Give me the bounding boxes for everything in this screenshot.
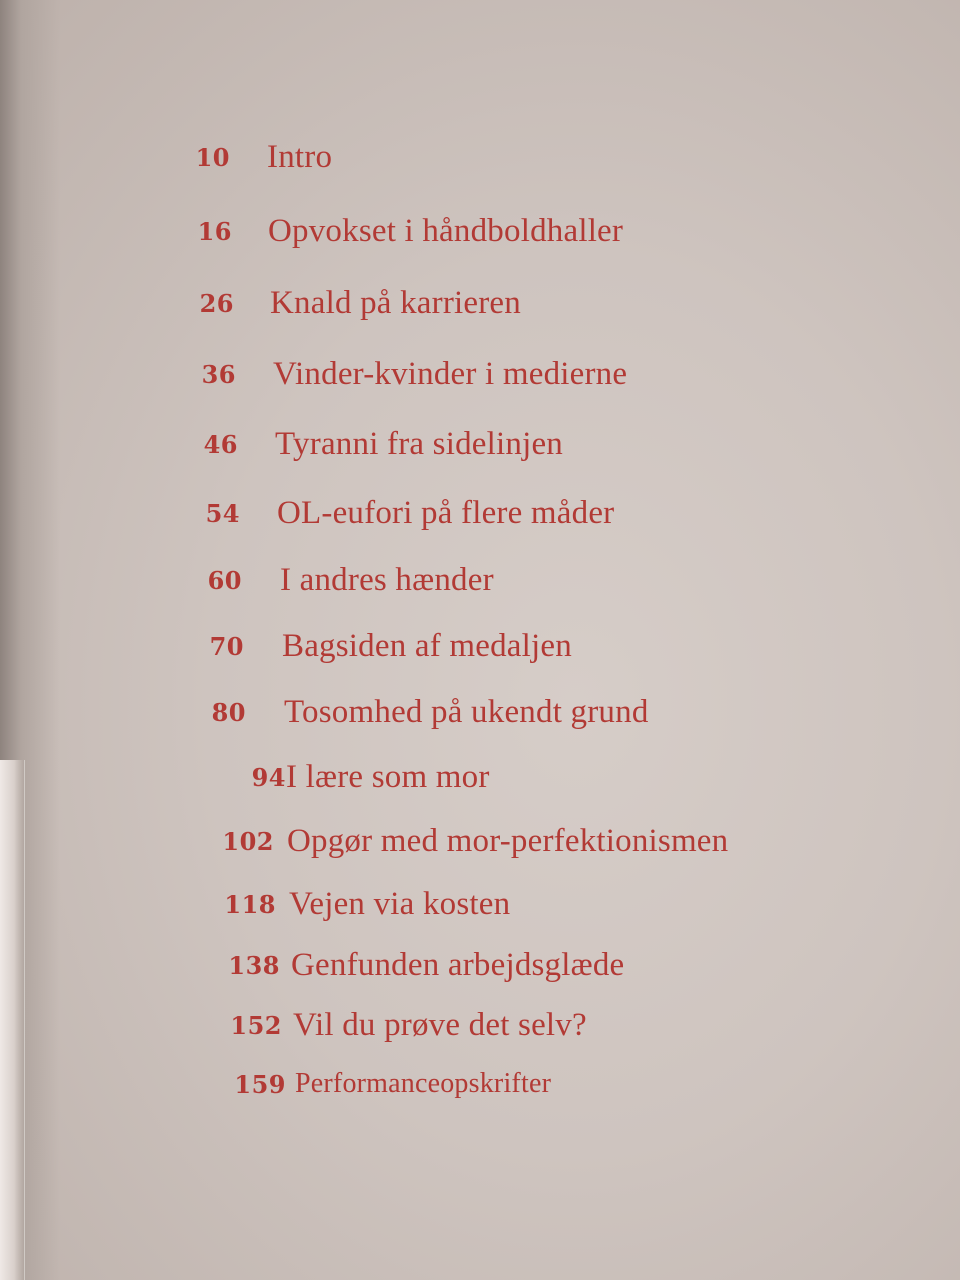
- toc-page-number: 152: [230, 1011, 282, 1040]
- toc-chapter-title: Vil du prøve det selv?: [293, 1007, 587, 1043]
- toc-chapter-title: Genfunden arbejdsglæde: [291, 947, 625, 983]
- toc-page-number: 26: [199, 289, 234, 318]
- toc-chapter-title: Opvokset i håndboldhaller: [268, 213, 624, 249]
- toc-chapter-title: Performanceopskrifter: [295, 1068, 552, 1099]
- toc-chapter-title: Intro: [267, 139, 333, 175]
- toc-page-number: 70: [209, 632, 244, 661]
- toc-page-number: 36: [201, 360, 236, 389]
- toc-page-number: 60: [207, 566, 242, 595]
- toc-chapter-title: Bagsiden af medaljen: [282, 628, 572, 664]
- toc-chapter-title: OL-eufori på flere måder: [277, 495, 615, 531]
- toc-page-number: 16: [197, 217, 232, 246]
- toc-chapter-title: Vejen via kosten: [289, 886, 511, 922]
- toc-chapter-title: Opgør med mor-perfektionismen: [287, 823, 729, 859]
- toc-chapter-title: I lære som mor: [286, 759, 490, 795]
- toc-page-number: 80: [211, 698, 246, 727]
- toc-chapter-title: Tyranni fra sidelinjen: [275, 426, 563, 462]
- toc-chapter-title: Tosomhed på ukendt grund: [284, 694, 649, 730]
- toc-page-number: 138: [228, 951, 280, 980]
- toc-chapter-title: I andres hænder: [280, 562, 494, 598]
- toc-page-number: 118: [224, 890, 276, 919]
- toc-chapter-title: Knald på karrieren: [270, 285, 521, 321]
- toc-page-number: 159: [234, 1070, 286, 1099]
- toc-page-number: 102: [222, 827, 274, 856]
- toc-page-number: 94: [251, 763, 286, 792]
- toc-page-number: 54: [205, 499, 240, 528]
- toc-page-number: 10: [195, 143, 230, 172]
- toc-chapter-title: Vinder-kvinder i medierne: [273, 356, 628, 392]
- toc-page-number: 46: [203, 430, 238, 459]
